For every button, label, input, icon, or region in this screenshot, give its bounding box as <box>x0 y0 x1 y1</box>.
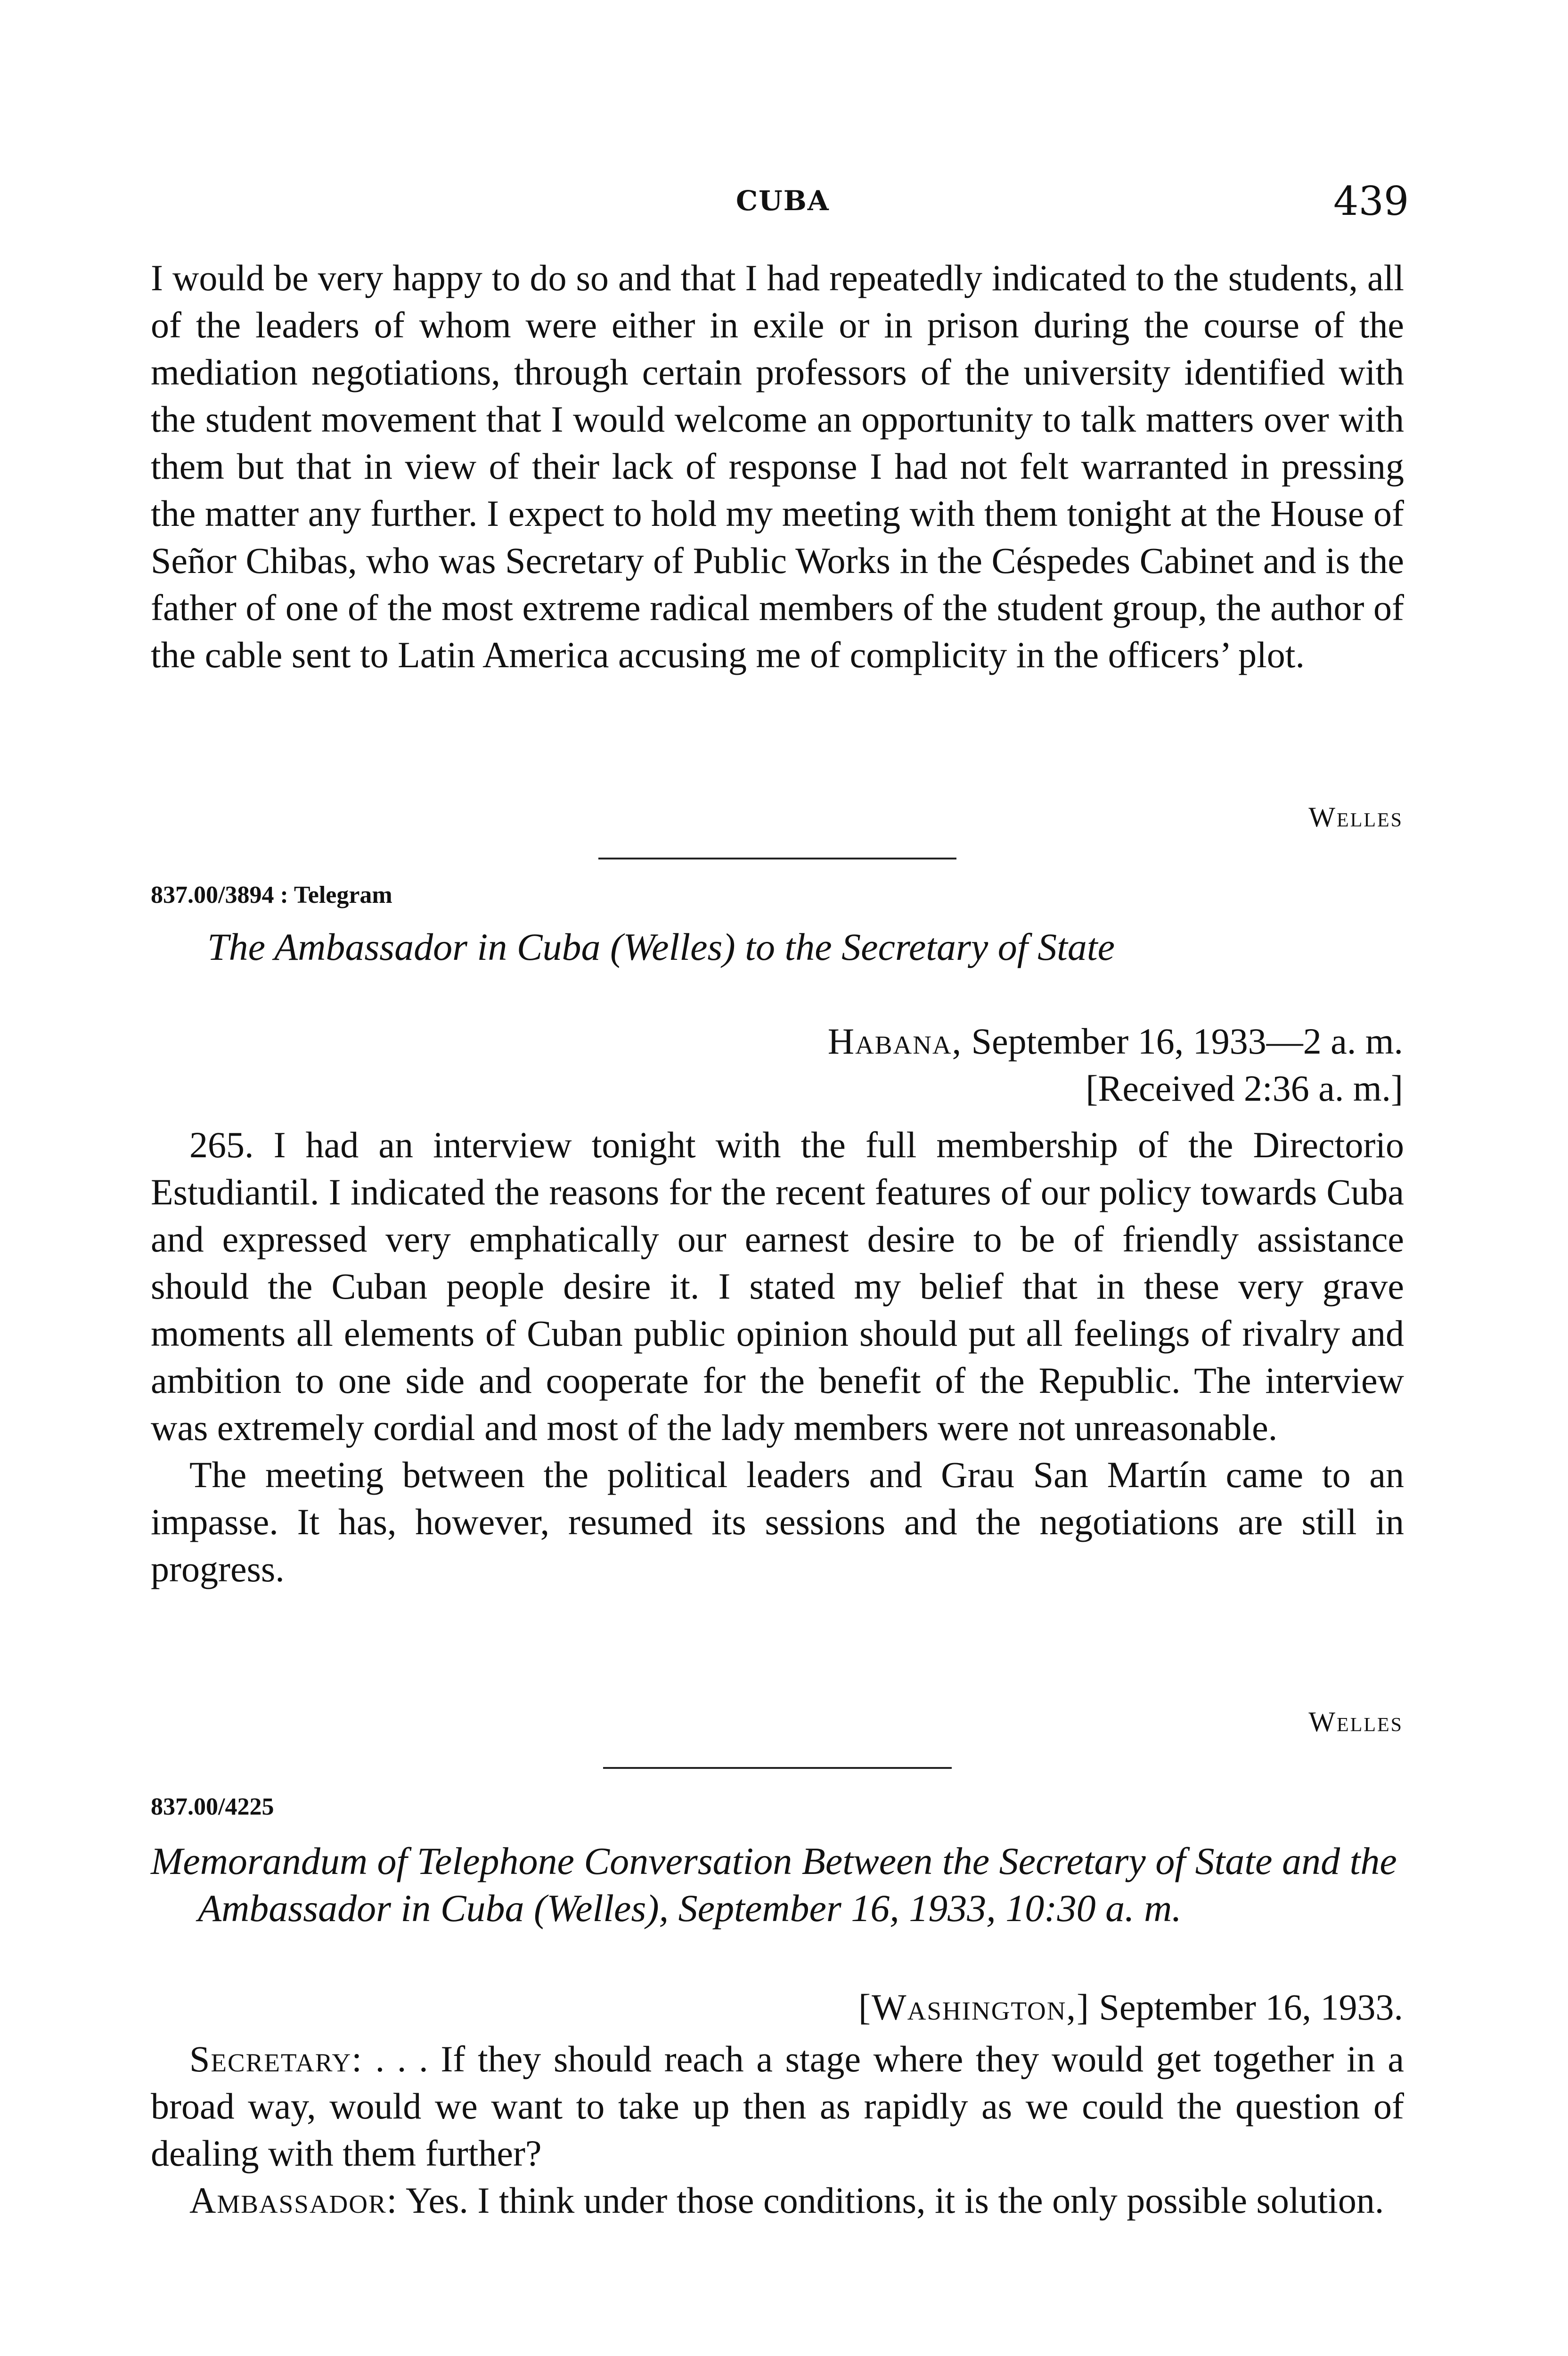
telegram-paragraph-2: The meeting between the political leaders and Grau San Martín came to an impasse. It has, however, resumed its sessions and the negotiations are still in progress. <box>151 1454 1404 1589</box>
dateline-date-1: September 16, 1933—2 a. m. <box>971 1021 1403 1062</box>
speaker-ambassador: Ambassador: <box>189 2180 398 2221</box>
file-reference-1: 837.00/3894 : Telegram <box>151 882 392 908</box>
telegram-paragraph-1: 265. I had an interview tonight with the full membership of the Directorio Estudiantil. I indicated the reasons for the recent features of our policy towards Cuba and expressed very emphatically our earnest desire to be of friendly assistance should the Cuban people desire it. I stated my belief that in these very grave moments all elements of Cuban public opinion should put all feelings of rivalry and ambition to one side and cooperate for the benefit of the Republic. The interview was extremely cordial and most of the lady members were not unreasonable. <box>151 1124 1404 1448</box>
running-header-title: CUBA <box>736 185 830 217</box>
dateline-place-1: Habana, <box>827 1021 963 1062</box>
memorandum-body <box>151 2036 1404 2224</box>
section-divider-1 <box>598 858 956 859</box>
continuation-paragraph: I would be very happy to do so and that I had repeatedly indicated to the students, all of the leaders of whom were either in exile or in prison during the course of the mediation negotiations, through certain professors of the university identified with the student movement that I would welcome an opportunity to talk matters over with them but that in view of their lack of response I had not felt warranted in pressing the matter any further. I expect to hold my meeting with them tonight at the House of Señor Chibas, who was Secretary of Public Works in the Céspedes Cabinet and is the father of one of the most extreme radical members of the student group, the author of the cable sent to Latin America accusing me of complicity in the officers’ plot. <box>151 257 1404 675</box>
document-title-2: Memorandum of Telephone Conversation Between the Secretary of State and the Ambassador in Cuba (Welles), September 16, 1933, 10:30 a. m. <box>151 1840 1397 1930</box>
section-divider-2 <box>603 1767 952 1769</box>
signature-welles-1: Welles <box>1308 802 1403 833</box>
memorandum-exchange-1 <box>151 2036 1404 2177</box>
memorandum-exchange-2 <box>151 2177 1404 2224</box>
page-number: 439 <box>1333 178 1409 224</box>
speaker-secretary: Secretary: <box>189 2038 363 2079</box>
dateline-2 <box>858 1984 1403 2031</box>
document-title-1: The Ambassador in Cuba (Welles) to the Secretary of State <box>207 925 1115 968</box>
signature-welles-2: Welles <box>1308 1706 1403 1737</box>
file-reference-2: 837.00/4225 <box>151 1793 274 1820</box>
continuation-paragraph-block <box>151 254 1404 679</box>
speech-ambassador: Yes. I think under those conditions, it is the only possible solution. <box>405 2180 1384 2221</box>
dateline-place-2: [Washington,] <box>858 1987 1090 2028</box>
dateline-1 <box>828 1018 1403 1112</box>
telegram-body <box>151 1121 1404 1593</box>
dateline-date-2: September 16, 1933. <box>1099 1987 1403 2028</box>
received-note: [Received 2:36 a. m.] <box>1086 1068 1403 1109</box>
speech-secretary: . . . If they should reach a stage where they would get together in a broad way, would we want to take up then as rapidly as we could the question of dealing with them further? <box>151 2038 1404 2174</box>
